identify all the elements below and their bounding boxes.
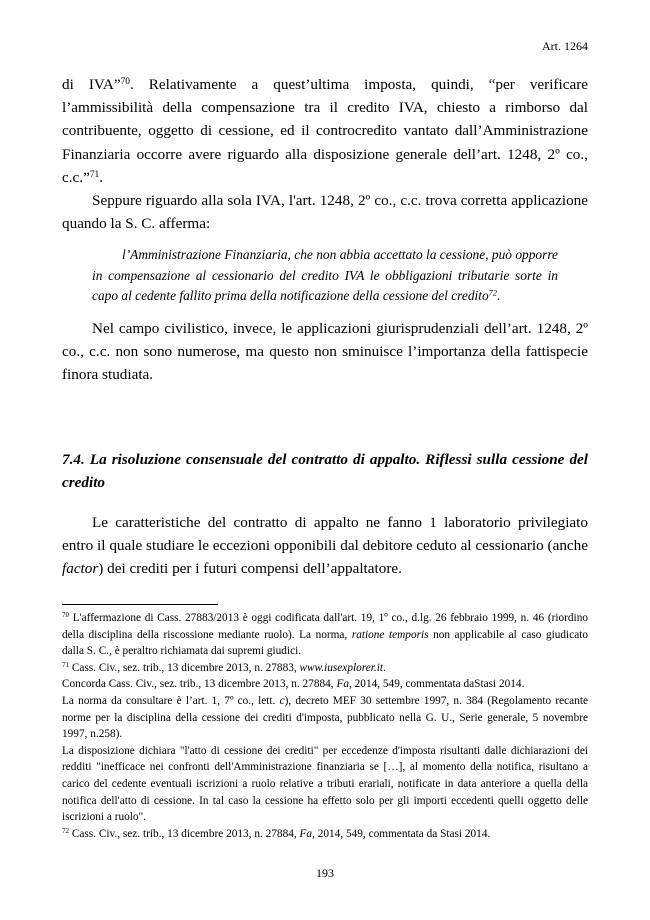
footnote-70: [62, 610, 588, 660]
text-run: , 2014, 549, commentata daStasi 2014.: [349, 678, 525, 691]
running-header: Art. 1264: [542, 39, 588, 53]
footnote-number: 70: [62, 611, 69, 620]
footnote-71-disposizione: La disposizione dichiara "l'atto di cessione dei crediti" per eccedenze d'imposta risultanti dalle dichiarazioni dei redditi "inefficace nei confronti dell'Amministrazione finanziaria se […], al momento della notifica, risultano a carico del cedente eventuali iscrizioni a ruolo relative a tributi erariali, notificate in data anteriore a quella della notifica dell'atto di cessione. In tal caso la cessione ha effetto solo per gli importi eccedenti quelli oggetto delle iscrizioni a ruolo".: [62, 744, 588, 824]
paragraph-campo-civilistico: Nel campo civilistico, invece, le applicazioni giurisprudenziali dell’art. 1248, 2º co., c.c. non sono numerose, ma questo non sminuisce l’importanza della fattispecie finora studiata.: [62, 319, 588, 384]
quote-run: l’Amministrazione Finanziaria, che non abbia accettato la cessione, può opporre in compensazione al cessionario del credito IVA le obbligazioni tributarie sorte in capo al cedente fallito prima della notificazione della cessione del credito: [92, 247, 558, 304]
text-run: ), decreto MEF 30 settembre 1997, n. 384 (Regolamento recante norme per la disciplina della cessione dei crediti d'imposta, pubblicato nella G. U., Serie generale, 5 novembre 1997, n.258).: [62, 694, 589, 741]
italic-term: c: [279, 694, 285, 707]
block-quote: [92, 245, 558, 307]
paragraph-appalto: [62, 511, 588, 581]
paragraph-iva: [62, 73, 588, 189]
footnote-71: [62, 660, 588, 677]
italic-term: Fa: [336, 678, 349, 691]
text-run: non applicabile al caso giudicato dalla S. C., è peraltro richiamata dai supremi giudici.: [62, 628, 589, 658]
text-run: Le caratteristiche del contratto di appalto ne fanno 1 laboratorio privilegiato entro il quale studiare le eccezioni opponibili dal debitore ceduto al cessionario (anche: [62, 514, 588, 555]
text-run: L'affermazione di Cass. 27883/2013 è oggi codificata dall'art. 19, 1º co., d.lg. 26 febbraio 1999, n. 46 (riordino della disciplina della riscossione mediante ruolo). La norma,: [62, 612, 588, 641]
website-link[interactable]: www.iusexplorer.it: [299, 661, 383, 674]
text-run: ) dei crediti per i futuri compensi dell’appaltatore.: [98, 560, 402, 578]
paragraph-seppure: Seppure riguardo alla sola IVA, l'art. 1248, 2º co., c.c. trova corretta applicazione quando la S. C. afferma:: [62, 192, 588, 233]
italic-term: factor: [62, 560, 99, 578]
footnote-ref-70[interactable]: 70: [120, 76, 130, 87]
footnote-72: [62, 826, 588, 843]
text-run: . Relativamente a quest’ultima imposta, quindi, “per verificare l’ammissibilità della compensazione tra il credito IVA, chiesto a rimborso dal contribuente, oggetto di cessione, ed il controcredito vantato dall’Amministrazione Finanziaria occorre avere riguardo alla disposizione generale dell’art. 1248, 2º co., c.c.”: [62, 76, 588, 186]
footnote-number: 72: [62, 826, 69, 835]
text-run: La norma da consultare è l’art. 1, 7º co., lett.: [62, 694, 280, 707]
main-text: [62, 73, 588, 387]
page-number: 193: [316, 866, 334, 880]
section-heading: 7.4. La risoluzione consensuale del contratto di appalto. Riflessi sulla cessione del credito: [62, 451, 588, 491]
text-run: Cass. Civ., sez. trib., 13 dicembre 2013, n. 27883,: [69, 661, 300, 674]
quote-run: .: [496, 288, 501, 304]
footnote-71-norma: [62, 693, 588, 743]
text-run: Cass. Civ., sez. trib., 13 dicembre 2013, n. 27884,: [69, 827, 300, 840]
text-run: , 2014, 549, commentata da Stasi 2014.: [312, 827, 491, 840]
footnote-ref-71[interactable]: 71: [89, 169, 100, 180]
footnote-number: 71: [62, 660, 69, 669]
text-run: .: [383, 661, 386, 674]
italic-term: ratione temporis: [351, 628, 429, 641]
footnote-separator: [62, 604, 218, 605]
quote-text: [92, 245, 558, 307]
text-run: di IVA”: [62, 76, 121, 93]
footnotes: [62, 610, 588, 842]
italic-term: Fa: [299, 827, 313, 840]
footnote-ref-72[interactable]: 72: [488, 288, 497, 298]
footnote-71-concorda: [62, 676, 588, 693]
text-run: Concorda Cass. Civ., sez. trib., 13 dicembre 2013, n. 27884,: [62, 678, 337, 691]
text-run: .: [99, 168, 104, 186]
